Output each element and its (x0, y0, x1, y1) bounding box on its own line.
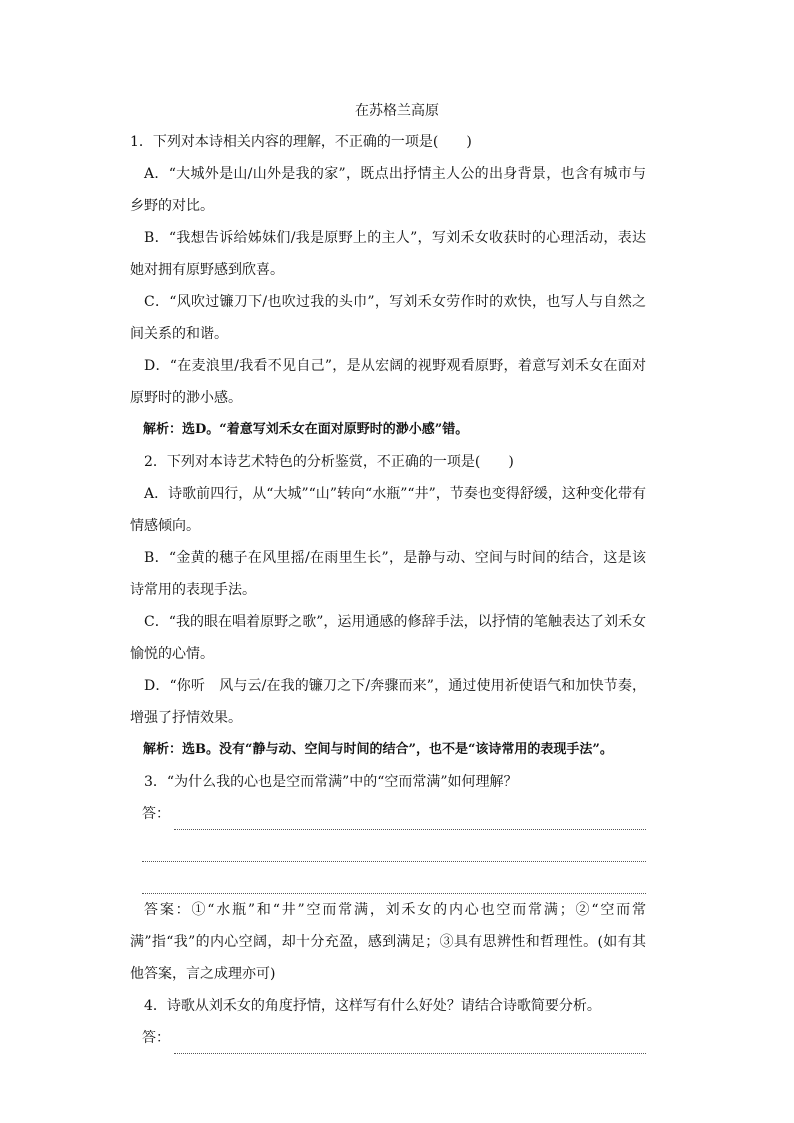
question-3-answer-line-2[interactable] (142, 830, 646, 862)
question-1-option-c-text: C．“风吹过镰刀下/也吹过我的头巾”，写刘禾女劳作时的欢快，也写人与自然之间关系的和谐。 (130, 294, 646, 342)
question-1-analysis (130, 414, 646, 446)
question-1-option-d (130, 350, 646, 414)
question-1-analysis-text: 解析：选D。“着意写刘禾女在面对原野时的渺小感”错。 (143, 422, 469, 437)
question-1-stem (130, 126, 646, 158)
question-2-option-d-text: D．“你听 风与云/在我的镰刀之下/奔骤而来”，通过使用祈使语气和加快节奏，增强了抒情效果。 (130, 678, 646, 726)
question-3-answer (130, 894, 646, 990)
question-2-analysis-text: 解析：选B。没有“静与动、空间与时间的结合”，也不是“该诗常用的表现手法”。 (143, 742, 613, 757)
question-1-option-b (130, 222, 646, 286)
question-3-answer-text: 答案：①“水瓶”和“井”空而常满，刘禾女的内心也空而常满；②“空而常满”指“我”的内心空阔，却十分充盈，感到满足；③具有思辨性和哲理性。(如有其他答案，言之成理亦可) (130, 902, 646, 982)
question-4-answer-line-1[interactable] (142, 1022, 646, 1054)
question-4-answer-label: 答： (142, 1030, 170, 1046)
answer-blank[interactable] (174, 809, 646, 830)
question-2-option-a-text: A．诗歌前四行，从“大城”“山”转向“水瓶”“井”，节奏也变得舒缓，这种变化带有情感倾向。 (130, 486, 646, 534)
question-2-option-a (130, 478, 646, 542)
question-1-option-b-text: B．“我想告诉给姊妹们/我是原野上的主人”，写刘禾女收获时的心理活动，表达她对拥有原野感到欣喜。 (130, 230, 646, 278)
question-1-option-d-text: D．“在麦浪里/我看不见自己”，是从宏阔的视野观看原野，着意写刘禾女在面对原野时的渺小感。 (130, 358, 646, 406)
question-1-option-c (130, 286, 646, 350)
question-2-option-d (130, 670, 646, 734)
question-1-option-a-text: A．“大城外是山/山外是我的家”，既点出抒情主人公的出身背景，也含有城市与乡野的对比。 (130, 166, 646, 214)
question-1-stem-text: 1．下列对本诗相关内容的理解，不正确的一项是( ) (130, 134, 472, 150)
question-3-answer-line-1[interactable] (142, 798, 646, 830)
question-4-stem (130, 990, 646, 1022)
question-2-stem-text: 2．下列对本诗艺术特色的分析鉴赏，不正确的一项是( ) (144, 454, 514, 470)
answer-blank[interactable] (142, 841, 646, 862)
question-2-stem (130, 446, 646, 478)
document-title: 在苏格兰高原 (355, 103, 439, 119)
answer-blank[interactable] (142, 873, 646, 894)
question-2-option-b-text: B．“金黄的穗子在风里摇/在雨里生长”，是静与动、空间与时间的结合，这是该诗常用的表现手法。 (130, 550, 646, 598)
question-2-option-c-text: C．“我的眼在唱着原野之歌”，运用通感的修辞手法，以抒情的笔触表达了刘禾女愉悦的心情。 (130, 614, 646, 662)
question-3-answer-line-3[interactable] (142, 862, 646, 894)
question-3-stem-text: 3．“为什么我的心也是空而常满”中的“空而常满”如何理解？ (144, 774, 518, 790)
question-2-analysis (130, 734, 646, 766)
question-3-stem (130, 766, 646, 798)
document-body (130, 126, 646, 1054)
question-2-option-b (130, 542, 646, 606)
question-3-answer-label: 答： (142, 806, 170, 822)
question-1-option-a (130, 158, 646, 222)
answer-blank[interactable] (174, 1033, 646, 1054)
question-4-stem-text: 4．诗歌从刘禾女的角度抒情，这样写有什么好处？请结合诗歌简要分析。 (144, 998, 601, 1014)
question-2-option-c (130, 606, 646, 670)
